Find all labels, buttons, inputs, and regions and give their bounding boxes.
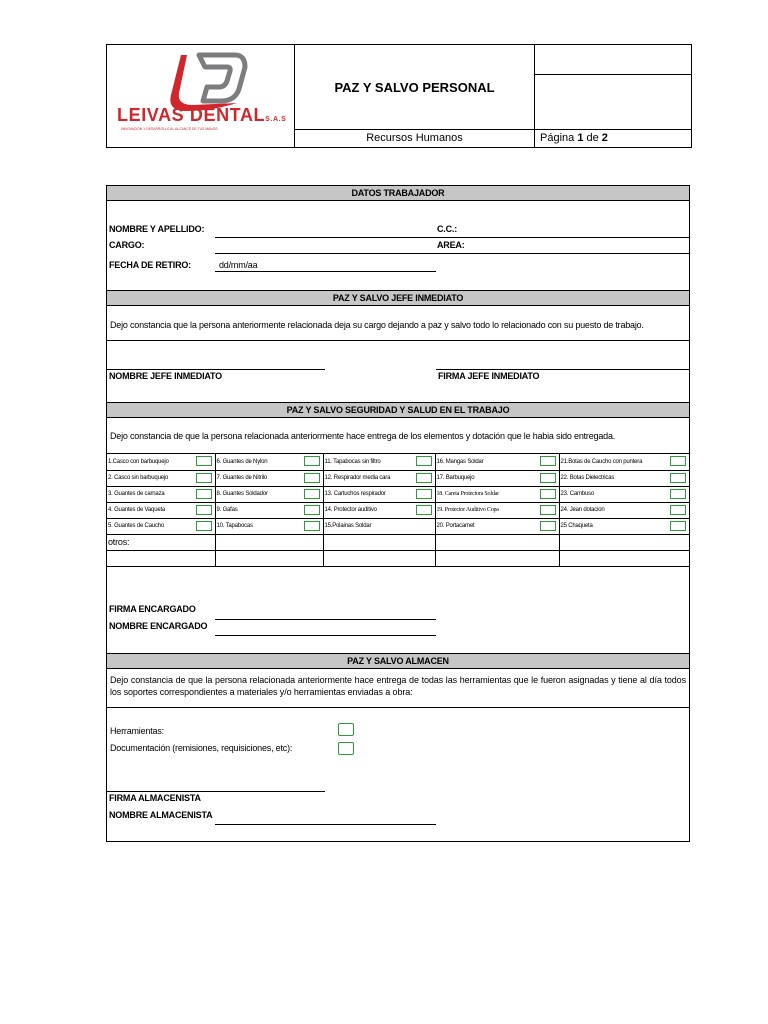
nombre-encargado-field[interactable] <box>215 635 436 636</box>
jefe-sign-label: FIRMA JEFE INMEDIATO <box>438 371 540 381</box>
item-label: 1.Casco con barbuquejo <box>108 458 169 465</box>
firma-encargado-field[interactable] <box>215 619 436 620</box>
fecha-value[interactable]: dd/mm/aa <box>219 260 258 270</box>
sst-item <box>323 454 435 470</box>
checkbox[interactable] <box>540 456 556 466</box>
sst-item <box>107 454 215 470</box>
item-label: 2. Casco sin barbuquejo <box>108 475 169 481</box>
name-label: NOMBRE Y APELLIDO: <box>109 224 205 234</box>
checkbox[interactable] <box>540 521 556 531</box>
table-row <box>107 550 689 566</box>
otros-cell[interactable] <box>559 534 689 550</box>
checkbox[interactable] <box>196 456 212 466</box>
sst-item <box>215 502 323 518</box>
item-label: 13. Cartuchos respirador <box>324 491 386 497</box>
name-underline <box>215 237 689 238</box>
item-label: 3. Guantes de carnaza <box>108 491 165 497</box>
otros-cell[interactable] <box>435 550 559 566</box>
jefe-name-field[interactable] <box>107 369 325 370</box>
checkbox[interactable] <box>670 456 686 466</box>
otros-cell[interactable] <box>107 534 215 550</box>
logo-wordmark: LEIVAS DENTAL <box>117 105 266 125</box>
logo-tagline: INNOVACIÓN Y DESARROLLO AL ALCANCE DE TUS MANOS <box>121 127 218 131</box>
checkbox[interactable] <box>416 473 432 483</box>
checkbox[interactable] <box>540 489 556 499</box>
item-label: 22. Botas Dielectricas <box>560 475 615 481</box>
item-label: 25 Chaqueta <box>560 523 593 529</box>
page-total: 2 <box>601 132 608 144</box>
item-label: 10. Tapabocas <box>216 523 253 529</box>
logo-suffix: S.A.S <box>265 116 287 123</box>
sst-item <box>435 486 559 502</box>
item-label: 8. Guantes Soldador <box>216 491 268 497</box>
firma-encargado-label: FIRMA ENCARGADO <box>109 604 196 614</box>
sst-item <box>435 518 559 534</box>
sst-item <box>215 518 323 534</box>
sst-item <box>215 486 323 502</box>
item-label: 9. Gafas <box>216 507 238 513</box>
jefe-sign-field[interactable] <box>436 369 689 370</box>
firma-almacenista-label: FIRMA ALMACENISTA <box>109 793 201 803</box>
otros-cell[interactable] <box>215 550 323 566</box>
table-row <box>107 486 689 502</box>
table-row <box>107 534 689 550</box>
otros-cell[interactable] <box>215 534 323 550</box>
checkbox[interactable] <box>196 489 212 499</box>
checkbox[interactable] <box>196 521 212 531</box>
section-header-jefe: PAZ Y SALVO JEFE INMEDIATO <box>107 290 689 306</box>
tools-checkbox[interactable] <box>338 723 354 736</box>
page-prefix: Página <box>540 132 578 144</box>
document-header <box>106 44 692 148</box>
nombre-almacenista-label: NOMBRE ALMACENISTA <box>109 810 213 820</box>
jefe-statement: Dejo constancia que la persona anteriormente relacionada deja su cargo dejando a paz y salvo todo lo relacionado con su puesto de trabajo. <box>110 320 644 330</box>
leivas-dental-logo-mark <box>107 45 295 147</box>
item-label: 6. Guantes de Nylon <box>216 458 268 465</box>
table-row <box>107 502 689 518</box>
nombre-almacenista-field[interactable] <box>215 824 436 825</box>
item-label: 16. Mangas Soldar <box>436 458 484 465</box>
item-label: 12. Respirador media cara <box>324 475 391 481</box>
sst-item <box>559 518 689 534</box>
item-label: 14. Protector auditivo <box>324 507 377 513</box>
checkbox[interactable] <box>540 473 556 483</box>
sst-item <box>435 470 559 486</box>
sst-items-table <box>107 454 689 567</box>
checkbox[interactable] <box>196 505 212 515</box>
tools-label: Herramientas: <box>110 726 164 736</box>
item-label: 24. Jean dotacion <box>560 507 605 513</box>
header-code-cell <box>535 45 691 75</box>
fecha-field[interactable] <box>215 271 436 272</box>
divider <box>107 340 689 341</box>
sst-statement: Dejo constancia de que la persona relacionada anteriormente hace entrega de los elementos y dotación que le habia sido entregada. <box>110 431 616 441</box>
sst-item <box>107 470 215 486</box>
sst-item <box>559 502 689 518</box>
cc-label: C.C.: <box>437 224 457 234</box>
cargo-label: CARGO: <box>109 240 145 250</box>
item-label: 7. Guantes de Nitrilo <box>216 475 267 481</box>
area-label: AREA: <box>437 240 465 250</box>
sst-item <box>559 486 689 502</box>
table-row <box>107 470 689 486</box>
sst-item <box>215 454 323 470</box>
item-label: 20. Portacarnet <box>436 523 475 529</box>
sst-item <box>559 454 689 470</box>
department-label: Recursos Humanos <box>295 129 535 147</box>
item-label: 23. Cambuso <box>560 491 594 497</box>
section-header-sst: PAZ Y SALVO SEGURIDAD Y SALUD EN EL TRABAJO <box>107 402 689 418</box>
sst-item <box>323 502 435 518</box>
item-label: 4. Guantes de Vaqueta <box>108 507 166 513</box>
cargo-field[interactable] <box>215 253 689 254</box>
checkbox[interactable] <box>670 505 686 515</box>
firma-almacenista-field[interactable] <box>107 791 325 792</box>
item-label: 15.Polainas Soldar <box>324 523 372 529</box>
checkbox[interactable] <box>304 521 320 531</box>
sst-item <box>215 470 323 486</box>
otros-cell[interactable] <box>107 550 215 566</box>
otros-cell[interactable] <box>323 534 435 550</box>
sst-item <box>107 486 215 502</box>
divider <box>107 707 689 708</box>
sst-item <box>559 470 689 486</box>
almacen-statement: Dejo constancia de que la persona relacionada anteriormente hace entrega de todas las herramientas que le fueron asignadas y tiene al día todos los soportes correspondientes a materiales y/o herramientas enviadas a obra: <box>110 675 686 697</box>
checkbox[interactable] <box>670 473 686 483</box>
page-current: 1 <box>577 132 584 144</box>
item-label: 21.Botas de Caucho con puntera <box>560 458 643 465</box>
sst-item <box>435 502 559 518</box>
document-title: PAZ Y SALVO PERSONAL <box>295 45 535 129</box>
item-label: 5. Guantes de Caucho <box>108 523 165 529</box>
section-header-worker: DATOS TRABAJADOR <box>107 185 689 201</box>
otros-cell[interactable] <box>323 550 435 566</box>
docs-checkbox[interactable] <box>338 742 354 755</box>
checkbox[interactable] <box>416 489 432 499</box>
checkbox[interactable] <box>416 505 432 515</box>
checkbox[interactable] <box>304 456 320 466</box>
sst-item <box>323 518 435 534</box>
checkbox[interactable] <box>540 505 556 515</box>
sst-item <box>323 470 435 486</box>
checkbox[interactable] <box>304 473 320 483</box>
item-label: 17. Barbuquejo <box>436 475 475 481</box>
item-label: 11. Tapabocas sin filtro <box>324 458 381 465</box>
sst-item <box>435 454 559 470</box>
page-of: de <box>583 132 602 144</box>
docs-label: Documentación (remisiones, requisiciones, etc): <box>110 743 293 753</box>
sst-item <box>323 486 435 502</box>
jefe-name-label: NOMBRE JEFE INMEDIATO <box>109 371 222 381</box>
table-row <box>107 454 689 470</box>
company-logo <box>107 45 295 147</box>
header-version-cell <box>535 75 691 129</box>
checkbox[interactable] <box>670 489 686 499</box>
nombre-encargado-label: NOMBRE ENCARGADO <box>109 621 208 631</box>
table-row <box>107 518 689 534</box>
checkbox[interactable] <box>196 473 212 483</box>
item-label: 18. Careta Protectora Soldar <box>436 491 499 497</box>
clearance-form <box>106 185 690 842</box>
checkbox[interactable] <box>304 505 320 515</box>
checkbox[interactable] <box>670 521 686 531</box>
sst-item <box>107 518 215 534</box>
checkbox[interactable] <box>304 489 320 499</box>
section-header-almacen: PAZ Y SALVO ALMACEN <box>107 653 689 669</box>
otros-cell[interactable] <box>435 534 559 550</box>
sst-item <box>107 502 215 518</box>
page-indicator <box>535 129 691 147</box>
checkbox[interactable] <box>416 456 432 466</box>
fecha-label: FECHA DE RETIRO: <box>109 260 191 270</box>
item-label: 19. Protector Auditivo Copa <box>436 507 499 513</box>
otros-label: otros: <box>108 537 130 547</box>
otros-cell[interactable] <box>559 550 689 566</box>
